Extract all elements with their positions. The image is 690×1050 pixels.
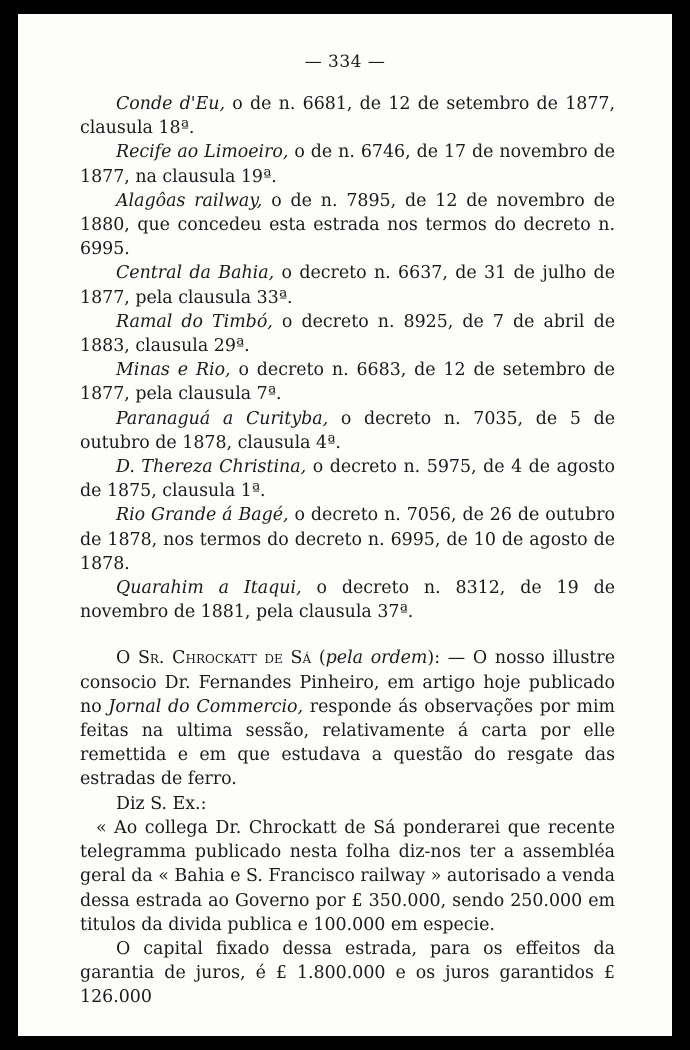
railway-decree: o decreto n. 6637, de 31 de julho de 1877, pela clausula 33ª. <box>80 263 615 308</box>
capital-paragraph: O capital fixado dessa estrada, para os effeitos da garantia de juros, é £ 1.800.000 e os juros garantidos £ 126.000 <box>80 938 615 1008</box>
railway-entry <box>80 310 615 358</box>
body-text <box>80 92 615 1010</box>
railway-decree: o decreto n. 7035, de 5 de outubro de 1878, clausula 4ª. <box>80 408 615 453</box>
speaker-name: O Sr. Chrockatt de Sá <box>116 648 312 669</box>
railway-decree: o decreto n. 7056, de 26 de outubro de 1878, nos termos do decreto n. 6995, de 10 de agosto de 1878. <box>80 505 615 574</box>
railway-entry <box>80 503 615 576</box>
railway-entry <box>80 576 615 624</box>
railway-entry <box>80 189 615 262</box>
railway-name: Conde d'Eu, <box>116 94 225 114</box>
railway-entry <box>80 140 615 188</box>
speech-text: — O nosso illustre consocio Dr. Fernandes Pinheiro, em artigo hoje publicado no <box>80 648 615 717</box>
aside-open: ( <box>311 648 326 669</box>
speech-paragraph <box>80 646 615 791</box>
railway-entry <box>80 455 615 503</box>
railway-entry <box>80 261 615 309</box>
paragraph-gap <box>80 624 615 646</box>
speech-text-after: responde ás observações por mim feitas na ultima sessão, relativamente á carta por elle remettida e em que estudava a questão do resgate das estradas de ferro. <box>80 696 615 790</box>
railway-decree: o decreto n. 8312, de 19 de novembro de 1881, pela clausula 37ª. <box>80 578 615 623</box>
aside-close: ): <box>427 648 441 669</box>
railway-decree: o de n. 6746, de 17 de novembro de 1877, na clausula 19ª. <box>80 142 615 187</box>
railway-decree: o decreto n. 5975, de 4 de agosto de 1875, clausula 1ª. <box>80 457 616 502</box>
railway-name: Ramal do Timbó, <box>116 311 273 332</box>
page-number: — 334 — <box>304 52 386 72</box>
railway-decree: o de n. 7895, de 12 de novembro de 1880, que concedeu esta estrada nos termos do decreto n. 6995. <box>80 190 615 260</box>
railway-name: Quarahim a Itaqui, <box>116 578 302 599</box>
railway-name: Recife ao Limoeiro, <box>116 142 289 163</box>
journal-name: Jornal do Commercio, <box>108 696 304 717</box>
railway-decree: o decreto n. 8925, de 7 de abril de 1883, clausula 29ª. <box>80 311 615 357</box>
railway-name: D. Thereza Christina, <box>116 457 307 478</box>
railway-entry <box>80 407 615 455</box>
speech-aside: pela ordem <box>325 648 428 669</box>
document-page <box>18 14 672 1036</box>
railway-decree: o decreto n. 6683, de 12 de setembro de 1877, pela clausula 7ª. <box>80 360 615 405</box>
quote-paragraph: « Ao collega Dr. Chrockatt de Sá ponderarei que recente telegramma publicado nesta folha diz-nos ter a assembléa geral da « Bahia e S. Francisco railway » autorisado a venda dessa estrada ao Governo por £ 350.000, sendo 250.000 em titulos da divida publica e 100.000 em especie. <box>80 817 615 935</box>
railway-name: Central da Bahia, <box>116 263 275 284</box>
railway-entry <box>80 358 615 406</box>
railway-decree: o de n. 6681, de 12 de setembro de 1877, clausula 18ª. <box>80 94 616 139</box>
railway-name: Minas e Rio, <box>116 360 231 381</box>
railway-name: Alagôas railway, <box>116 190 263 211</box>
diz-line: Diz S. Ex.: <box>116 793 207 814</box>
railway-name: Rio Grande á Bagé, <box>116 505 289 526</box>
railway-entry <box>80 92 615 140</box>
railway-name: Paranaguá a Curityba, <box>116 408 329 429</box>
